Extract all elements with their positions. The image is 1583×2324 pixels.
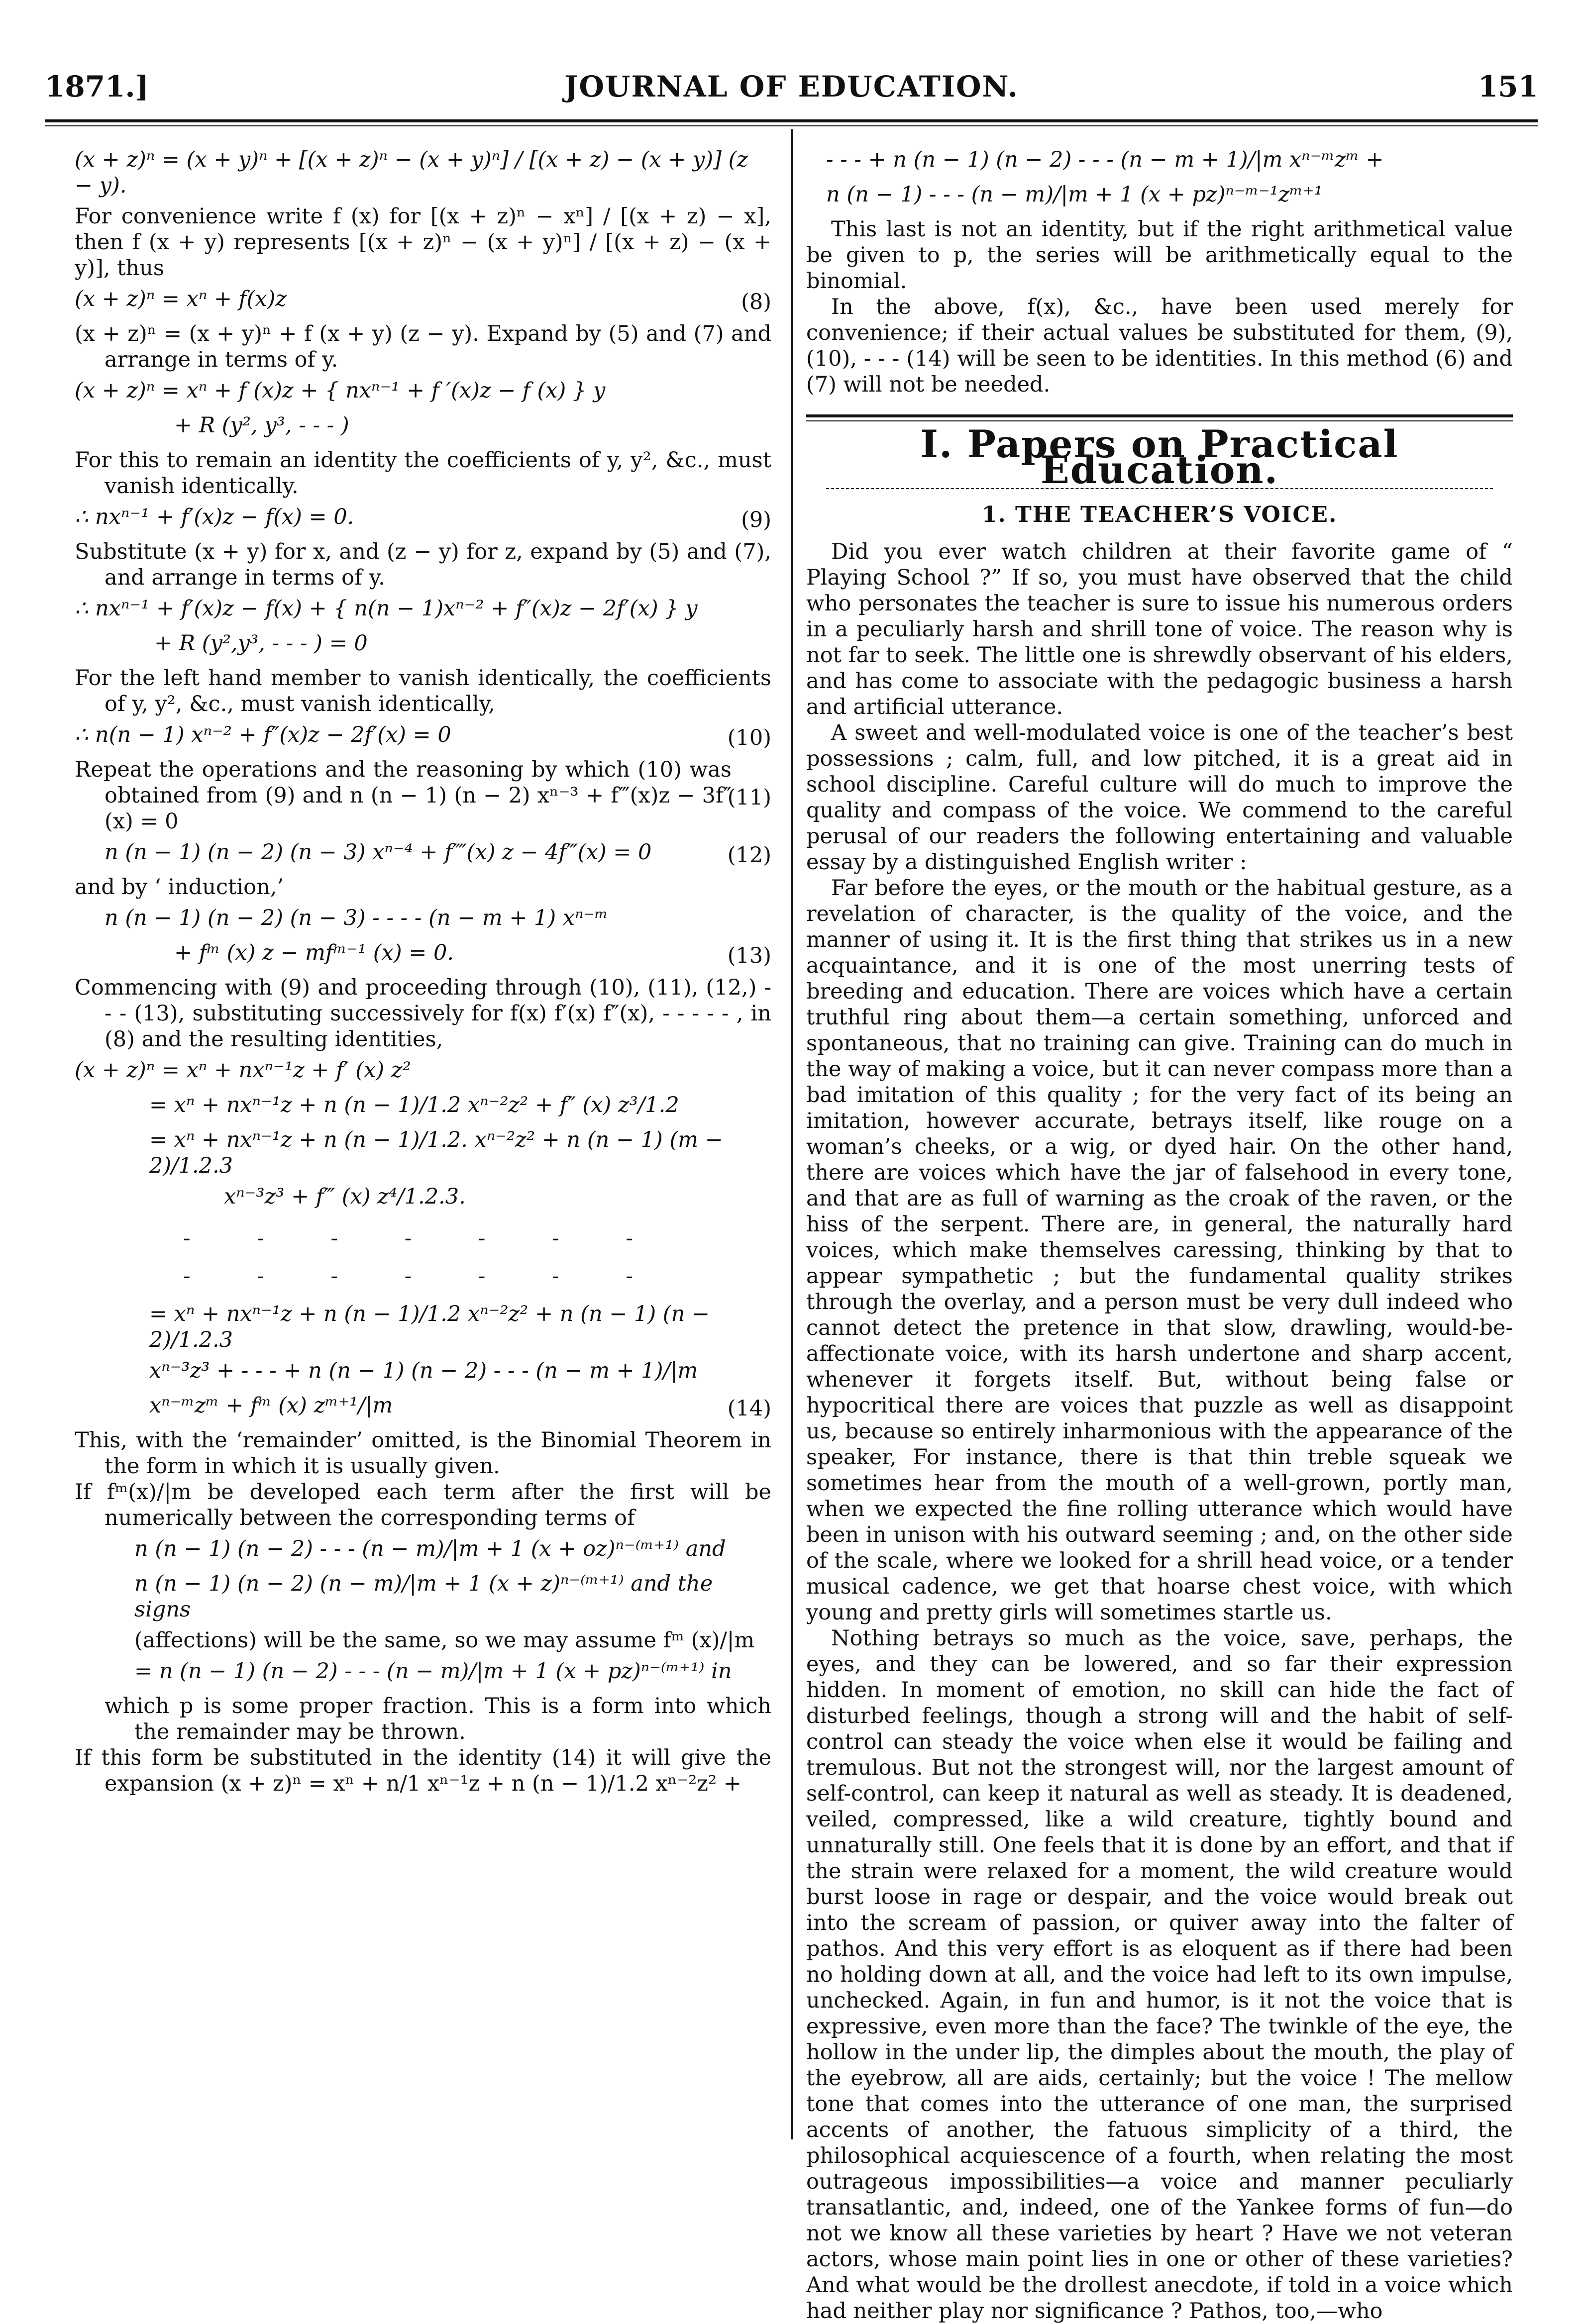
series-step-6: xⁿ⁻³z³ + - - - + n (n − 1) (n − 2) - - - (n − m + 1)/|m: [149, 1358, 698, 1383]
paragraph-left-hand: For the left hand member to vanish identically, the coefficients of y, y², &c., must vanish identically,: [75, 666, 771, 716]
expansion-2-remainder: + R (y²,y³, - - - ) = 0: [154, 631, 368, 656]
equation-9-text: ∴ nxⁿ⁻¹ + f′(x)z − f(x) = 0.: [75, 505, 354, 529]
journal-title: JOURNAL OF EDUCATION.: [564, 70, 1019, 103]
paragraph-convenience: For convenience write f (x) for [(x + z)ⁿ − xⁿ] / [(x + z) − x], then f (x + y) represents [(x + z)ⁿ − (x + y)ⁿ] / [(x + z) − (x + y)], thus: [75, 204, 771, 281]
expansion-final-2: n (n − 1) - - - (n − m)/|m + 1 (x + pz)ⁿ⁻ᵐ⁻¹zᵐ⁺¹: [826, 182, 1323, 207]
section-rule-thin: [806, 420, 1513, 421]
page-number: 151: [1477, 70, 1538, 103]
equation-10-number: (10): [727, 725, 771, 750]
paragraph-which: which p is some proper fraction. This is a form into which the remainder may be thrown.: [105, 1694, 771, 1744]
paragraph-if: If fᵐ(x)/|m be developed each term after the first will be numerically between the corresponding terms of: [75, 1480, 771, 1530]
section-rule-thick: [806, 414, 1513, 417]
expansion-1-remainder: + R (y², y³, - - - ): [174, 413, 349, 438]
equation-13a: n (n − 1) (n − 2) (n − 3) - - - - (n − m + 1) xⁿ⁻ᵐ: [105, 906, 608, 930]
header-date: 1871.]: [45, 70, 149, 103]
bound-term-1: n (n − 1) (n − 2) - - - (n − m)/|m + 1 (x + oz)ⁿ⁻⁽ᵐ⁺¹⁾ and: [134, 1536, 726, 1561]
remainder-form: = n (n − 1) (n − 2) - - - (n − m)/|m + 1 (x + pz)ⁿ⁻⁽ᵐ⁺¹⁾ in: [134, 1659, 732, 1684]
left-column: [75, 142, 771, 1797]
paragraph-affections: (affections) will be the same, so we may assume fᵐ (x)/|m: [134, 1628, 755, 1653]
equation-13: [75, 940, 771, 970]
equation-13-text: + fᵐ (x) z − mfᵐ⁻¹ (x) = 0.: [174, 940, 454, 965]
header-rule-thick: [45, 119, 1538, 122]
paragraph-commencing: Commencing with (9) and proceeding through (10), (11), (12,) - - - (13), substituting successively for f(x) f′(x) f″(x), - - - - - , in (8) and the resulting identities,: [75, 975, 771, 1052]
article-paragraph-1: Did you ever watch children at their favorite game of “ Playing School ?” If so, you must have observed that the child who personates the teacher is sure to issue his numerous orders in a peculiarly harsh and shrill tone of voice. The reason why is not far to seek. The little one is shrewdly observant of his elders, and has come to associate with the pedagogic business a harsh and artificial utterance.: [806, 539, 1513, 719]
equation-9: [75, 504, 771, 534]
page-header: [45, 70, 1538, 114]
paragraph-induction: and by ‘ induction,’: [75, 875, 284, 900]
expansion-2: ∴ nxⁿ⁻¹ + f′(x)z − f(x) + { n(n − 1)xⁿ⁻² + f″(x)z − 2f′(x) } y: [75, 596, 698, 621]
paragraph-identity: For this to remain an identity the coefficients of y, y², &c., must vanish identically.: [75, 448, 771, 499]
series-step-2: = xⁿ + nxⁿ⁻¹z + n (n − 1)/1.2 xⁿ⁻²z² + f″ (x) z³/1.2: [149, 1093, 679, 1117]
expansion-final-1: - - - + n (n − 1) (n − 2) - - - (n − m + 1)/|m xⁿ⁻ᵐzᵐ +: [826, 147, 1384, 172]
equation-13-number: (13): [727, 943, 771, 968]
article-paragraph-3: Far before the eyes, or the mouth or the habitual gesture, as a revelation of character, is the quality of the voice, and the manner of using it. It is the first thing that strikes us in a new acquaintance, and it is one of the most unerring tests of breeding and education. There are voices which have a certain truthful ring about them—a certain something, unforced and spontaneous, that no training can give. Training can do much in the way of making a voice, but it can never compass more than a bad imitation of this quality ; for the very fact of its being an imitation, however accurate, betrays itself, like rouge on a woman’s cheeks, or a wig, or dyed hair. On the other hand, there are voices which have the jar of falsehood in every tone, and that are as full of warning as the croak of the raven, or the hiss of the serpent. There are, in general, the naturally hard voices, which make themselves caressing, thinking by that to appear sympathetic ; but the fundamental quality strikes through the overlay, and a person must be very dull indeed who cannot detect the pretence in that slow, drawling, would-be-affectionate voice, with its harsh undertone and sharp accent, whenever it forgets itself. But, without being false or hypocritical there are voices that puzzle as well as disappoint us, because so entirely inharmonious with the appearance of the speaker, For instance, there is that thin treble squeak we sometimes hear from the mouth of a well-grown, portly man, when we expected the fine rolling utterance which would have been in unison with his outward seeming ; and, on the other side of the scale, where we looked for a shrill head voice, or a tender musical cadence, we get that hoarse chest voice, with which young and pretty girls will sometimes startle us.: [806, 876, 1513, 1625]
column-divider: [791, 129, 793, 2139]
equation-8: [75, 286, 771, 316]
equation-8-number: (8): [741, 290, 771, 314]
right-column: [806, 142, 1513, 2324]
expansion-1: (x + z)ⁿ = xⁿ + f (x)z + { nxⁿ⁻¹ + f ′(x)z − f (x) } y: [75, 378, 606, 403]
paragraph-substitute: Substitute (x + y) for x, and (z − y) for z, expand by (5) and (7), and arrange in terms of y.: [75, 539, 771, 590]
paragraph-repeat: Repeat the operations and the reasoning by which (10) was obtained from (9) and n (n − 1) (n − 2) xⁿ⁻³ + f‴(x)z − 3f″(x) = 0: [75, 757, 732, 834]
ellipsis-row: - - - - - - -: [183, 1226, 663, 1251]
equation-12-number: (12): [727, 843, 771, 868]
equation-12: [75, 839, 771, 869]
header-rule-thin: [45, 125, 1538, 126]
equation-8-text: (x + z)ⁿ = xⁿ + f(x)z: [75, 287, 287, 311]
equation-10-text: ∴ n(n − 1) xⁿ⁻² + f″(x)z − 2f′(x) = 0: [75, 722, 451, 747]
subsection-title: 1. THE TEACHER’S VOICE.: [981, 502, 1338, 527]
paragraph-above: In the above, f(x), &c., have been used merely for convenience; if their actual values be substituted for them, (9), (10), - - - (14) will be seen to be identities. In this method (6) and (7) will not be needed.: [806, 295, 1513, 397]
equation-11-number: (11): [727, 785, 771, 810]
series-step-1: (x + z)ⁿ = xⁿ + nxⁿ⁻¹z + f′ (x) z²: [75, 1058, 411, 1083]
bound-term-2: n (n − 1) (n − 2) (n − m)/|m + 1 (x + z)ⁿ⁻⁽ᵐ⁺¹⁾ and the signs: [134, 1571, 713, 1622]
equation-14: [75, 1393, 771, 1422]
equation-12-text: n (n − 1) (n − 2) (n − 3) xⁿ⁻⁴ + f⁗(x) z − 4f‴(x) = 0: [105, 840, 652, 865]
article-paragraph-2: A sweet and well-modulated voice is one of the teacher’s best possessions ; calm, full, and low pitched, it is a great aid in school discipline. Careful culture will do much to improve the quality and compass of the voice. We commend to the careful perusal of our readers the following entertaining and valuable essay by a distinguished English writer :: [806, 720, 1513, 875]
paragraph-binomial: This, with the ‘remainder’ omitted, is the Binomial Theorem in the form in which it is usually given.: [75, 1428, 771, 1479]
series-step-5: = xⁿ + nxⁿ⁻¹z + n (n − 1)/1.2 xⁿ⁻²z² + n (n − 1) (n − 2)/1.2.3: [149, 1302, 710, 1352]
equation-9-number: (9): [741, 507, 771, 532]
equation-14-number: (14): [727, 1396, 771, 1421]
equation-top: (x + z)ⁿ = (x + y)ⁿ + [(x + z)ⁿ − (x + y)ⁿ] / [(x + z) − (x + y)] (z − y).: [75, 147, 748, 198]
paragraph-last: This last is not an identity, but if the right arithmetical value be given to p, the series will be arithmetically equal to the binomial.: [806, 217, 1513, 294]
article-paragraph-4: Nothing betrays so much as the voice, save, perhaps, the eyes, and they can be lowered, and so far their expression hidden. In moment of emotion, no skill can hide the fact of disturbed feelings, though a strong will and the habit of self-control can steady the voice when else it would be failing and tremulous. But not the strongest will, nor the largest amount of self-control, can keep it natural as well as steady. It is deadened, veiled, compressed, like a wild creature, tightly bound and unnaturally still. One feels that it is done by an effort, and that if the strain were relaxed for a moment, the wild creature would burst loose in rage or despair, and the voice would break out into the scream of passion, or quiver away into the falter of pathos. And this very effort is as eloquent as if there had been no holding down at all, and the voice had left to its own impulse, unchecked. Again, in fun and humor, is it not the voice that is expressive, even more than the face? The twinkle of the eye, the hollow in the under lip, the dimples about the mouth, the play of the eyebrow, all are aids, certainly; but the voice ! The mellow tone that comes into the utterance of one man, the surprised accents of another, the fatuous simplicity of a third, the philosophical acquiescence of a fourth, when relating the most outrageous impossibilities—a voice and manner peculiarly transatlantic, and, indeed, one of the Yankee forms of fun—do not we know all these varieties by heart ? Have we not veteran actors, whose main point lies in one or other of these varieties? And what would be the drollest anecdote, if told in a voice which had neither play nor significance ? Pathos, too,—who: [806, 1626, 1513, 2324]
equation-14-text: xⁿ⁻ᵐzᵐ + fᵐ (x) zᵐ⁺¹/|m: [149, 1393, 393, 1418]
equation-11: [75, 757, 771, 834]
ellipsis-row-2: - - - - - - -: [183, 1264, 663, 1289]
equation-8b: (x + z)ⁿ = (x + y)ⁿ + f (x + y) (z − y). Expand by (5) and (7) and arrange in terms of y.: [75, 321, 771, 372]
equation-10: [75, 722, 771, 752]
series-step-4: xⁿ⁻³z³ + f‴ (x) z⁴/1.2.3.: [224, 1184, 466, 1209]
series-step-3: = xⁿ + nxⁿ⁻¹z + n (n − 1)/1.2. xⁿ⁻²z² + n (n − 1) (m − 2)/1.2.3: [149, 1127, 723, 1178]
section-title: I. Papers on Practical Education.: [920, 422, 1399, 492]
paragraph-if-form: If this form be substituted in the identity (14) it will give the expansion (x + z)ⁿ = xⁿ + n/1 xⁿ⁻¹z + n (n − 1)/1.2 xⁿ⁻²z² +: [75, 1745, 771, 1796]
